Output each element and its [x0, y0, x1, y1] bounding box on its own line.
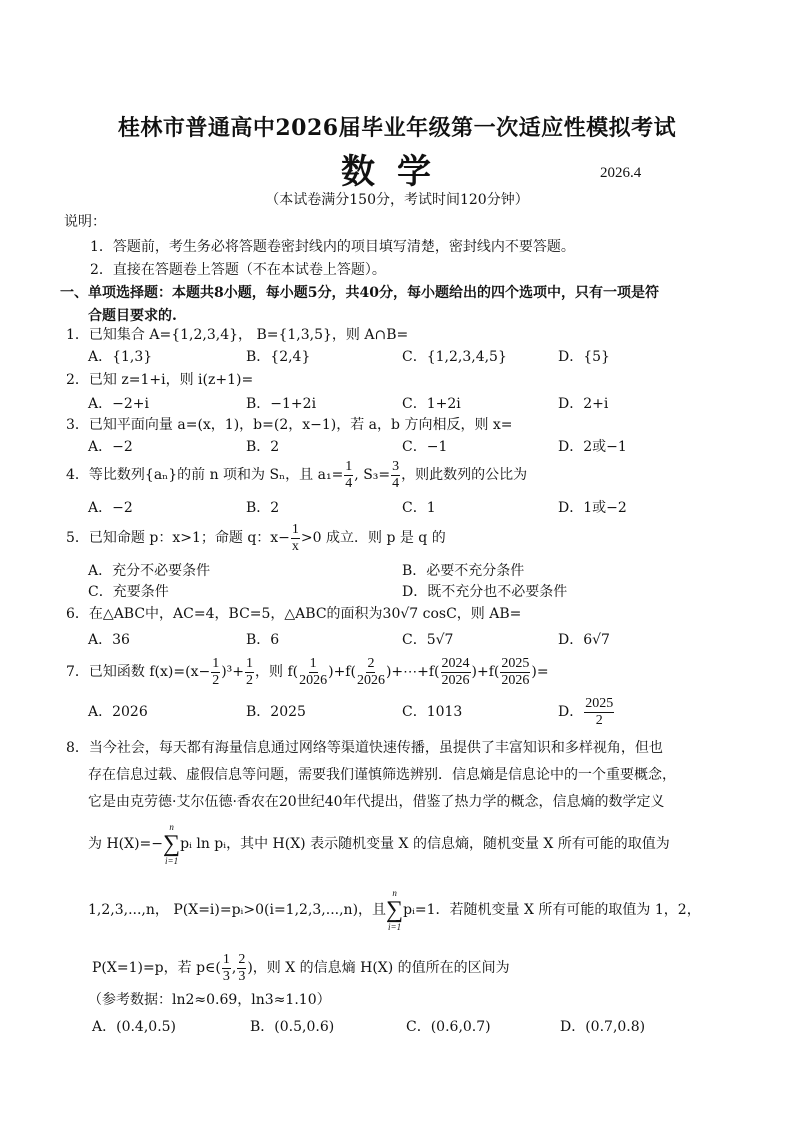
q6-option-c[interactable]: C．5√7: [402, 632, 454, 648]
question-8: 8．当今社会，每天都有海量信息通过网络等渠道快速传播，虽提供了丰富知识和多样视角，但也: [66, 740, 663, 756]
q1-option-c[interactable]: C．{1,2,3,4,5}: [402, 349, 507, 365]
fraction: $\frac{1}{4}$: [345, 458, 353, 491]
q5-option-d[interactable]: D．既不充分也不必要条件: [402, 584, 568, 600]
q7-option-c[interactable]: C．1013: [402, 704, 463, 720]
q6-option-a[interactable]: A．36: [88, 632, 130, 648]
question-5: 5．已知命题 p：x>1；命题 q：x− $\frac{1}{x}$ >0 成立．则 p 是 q 的: [66, 521, 446, 554]
q1-option-d[interactable]: D．{5}: [558, 349, 610, 365]
q3-option-c[interactable]: C．−1: [402, 439, 448, 455]
q7-option-d[interactable]: D． $\frac{2025}{2}$: [558, 695, 614, 728]
section-heading: 一、单项选择题：本题共8小题，每小题5分，共40分，每小题给出的四个选项中，只有一项是符: [60, 285, 659, 301]
q2-option-a[interactable]: A．−2+i: [88, 396, 149, 412]
q3-option-b[interactable]: B．2: [246, 439, 280, 455]
q8-formula-line: 为 H(X)=− n ∑ i=1 pᵢ ln pᵢ，其中 H(X) 表示随机变量 X 的信息熵，随机变量 X 所有可能的取值为: [88, 822, 670, 866]
q8-option-b[interactable]: B．(0.5,0.6): [250, 1019, 335, 1035]
fraction: $\frac{3}{4}$: [392, 458, 400, 491]
q3-option-d[interactable]: D．2或−1: [558, 439, 627, 455]
q1-option-b[interactable]: B．{2,4}: [246, 349, 311, 365]
q2-option-b[interactable]: B．−1+2i: [246, 396, 317, 412]
q8-text-line: 它是由克劳德·艾尔伍德·香农在20世纪40年代提出，借鉴了热力学的概念，信息熵的数学定义: [88, 794, 665, 810]
q6-option-b[interactable]: B．6: [246, 632, 280, 648]
note-item: 1．答题前，考生务必将答题卷密封线内的项目填写清楚，密封线内不要答题。: [90, 239, 575, 255]
q7-option-b[interactable]: B．2025: [246, 704, 306, 720]
question-7: 7．已知函数 f(x)=(x− $\frac{1}{2}$ )³+ $\frac{1}{2}$ ，则 f( $\frac{1}{2026}$ )+f( $\frac{2}{2026}$ )+⋯+f( $\frac{2024}{2026}$ )+f( $\frac{2025}{2026}$ )=: [66, 655, 549, 688]
notes-label: 说明：: [64, 214, 106, 230]
summation: n ∑ i=1: [386, 888, 404, 932]
q4-option-b[interactable]: B．2: [246, 500, 280, 516]
subject-title: 数学: [341, 152, 453, 192]
question-4: 4．等比数列{aₙ}的前 n 项和为 Sₙ，且 a₁= $\frac{1}{4}$ , S₃= $\frac{3}{4}$ ，则此数列的公比为: [66, 458, 528, 491]
summation: n ∑ i=1: [163, 822, 181, 866]
q8-reference-data: （参考数据：ln2≈0.69，ln3≈1.10）: [88, 992, 331, 1008]
q6-option-d[interactable]: D．6√7: [558, 632, 610, 648]
note-item: 2．直接在答题卷上答题（不在本试卷上答题）。: [90, 262, 386, 278]
q4-option-c[interactable]: C．1: [402, 500, 436, 516]
q8-option-a[interactable]: A．(0.4,0.5): [92, 1019, 177, 1035]
q7-option-a[interactable]: A．2026: [88, 704, 148, 720]
exam-title: 桂林市普通高中2026届毕业年级第一次适应性模拟考试: [117, 115, 677, 141]
section-heading-cont: 合题目要求的.: [88, 308, 177, 324]
q5-option-c[interactable]: C．充要条件: [88, 584, 169, 600]
question-1: 1．已知集合 A={1,2,3,4}， B={1,3,5}，则 A∩B=: [66, 327, 409, 343]
q8-formula-line: 1,2,3,...,n， P(X=i)=pᵢ>0(i=1,2,3,...,n)，且 n ∑ i=1 pᵢ=1．若随机变量 X 所有可能的取值为 1，2，: [88, 888, 701, 932]
fraction: $\frac{1}{x}$: [291, 521, 299, 554]
q2-option-c[interactable]: C．1+2i: [402, 396, 461, 412]
q8-formula-line: P(X=1)=p，若 p∈( $\frac{1}{3}$ , $\frac{2}{3}$ )，则 X 的信息熵 H(X) 的值所在的区间为: [92, 951, 510, 984]
q4-option-d[interactable]: D．1或−2: [558, 500, 627, 516]
q1-option-a[interactable]: A．{1,3}: [88, 349, 153, 365]
q4-option-a[interactable]: A．−2: [88, 500, 133, 516]
question-6: 6．在△ABC中，AC=4，BC=5，△ABC的面积为30√7 cosC，则 AB=: [66, 606, 522, 622]
q3-option-a[interactable]: A．−2: [88, 439, 133, 455]
exam-date: 2026.4: [600, 165, 642, 181]
q8-option-d[interactable]: D．(0.7,0.8): [560, 1019, 646, 1035]
q8-text-line: 存在信息过载、虚假信息等问题，需要我们谨慎筛选辨别．信息熵是信息论中的一个重要概念，: [88, 767, 676, 783]
exam-subtitle: （本试卷满分150分，考试时间120分钟）: [265, 192, 529, 208]
q2-option-d[interactable]: D．2+i: [558, 396, 609, 412]
q5-option-b[interactable]: B．必要不充分条件: [402, 563, 525, 579]
question-2: 2．已知 z=1+i，则 i(z+1)=: [66, 372, 254, 388]
q5-option-a[interactable]: A．充分不必要条件: [88, 563, 211, 579]
question-3: 3．已知平面向量 a=(x，1)，b=(2，x−1)，若 a，b 方向相反，则 x=: [66, 417, 513, 433]
q8-option-c[interactable]: C．(0.6,0.7): [406, 1019, 491, 1035]
